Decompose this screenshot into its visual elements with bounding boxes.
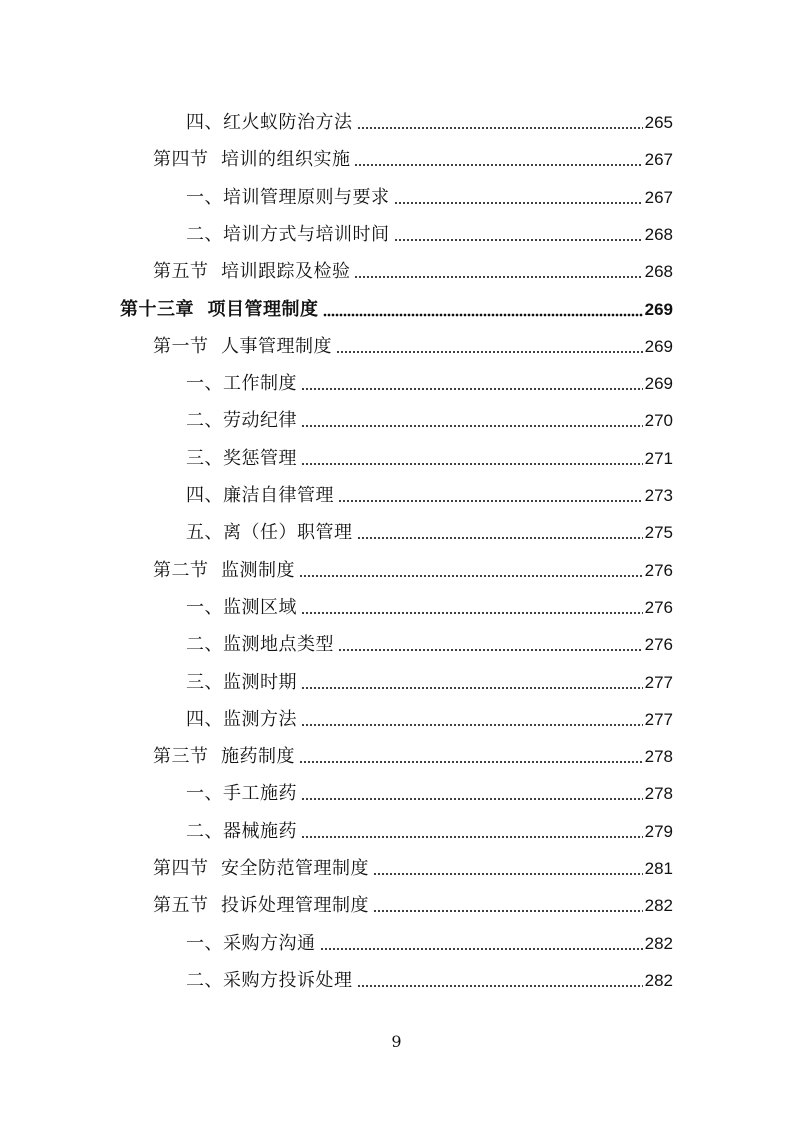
toc-section-entry[interactable] — [153, 891, 673, 917]
toc-entry-page: 271 — [644, 448, 673, 468]
toc-entry-label: 第四节 安全防范管理制度 — [153, 858, 369, 879]
toc-leader-dots — [357, 530, 643, 540]
toc-entry-label: 第一节 人事管理制度 — [153, 335, 332, 357]
toc-entry-page: 270 — [644, 411, 673, 431]
toc-chapter-entry[interactable] — [120, 295, 673, 321]
toc-entry-page: 269 — [644, 299, 673, 319]
toc-entry-page: 279 — [644, 821, 673, 841]
page-number: 9 — [391, 1032, 402, 1051]
toc-entry-label: 一、工作制度 — [186, 373, 297, 395]
toc-entry-label: 三、监测时期 — [186, 671, 297, 693]
toc-entry-label: 四、廉洁自律管理 — [186, 485, 334, 506]
toc-leader-dots — [301, 829, 643, 839]
toc-entry-label: 一、监测区域 — [186, 596, 297, 618]
toc-leader-dots — [301, 381, 643, 391]
toc-entry-page: 267 — [644, 150, 673, 170]
toc-leader-dots — [301, 717, 643, 727]
toc-leader-dots — [394, 232, 643, 242]
toc-leader-dots — [338, 493, 643, 503]
toc-item-entry[interactable] — [186, 220, 673, 246]
toc-leader-dots — [357, 120, 643, 130]
toc-entry-label: 第五节 投诉处理管理制度 — [153, 895, 369, 917]
toc-leader-dots — [301, 791, 643, 801]
toc-section-entry[interactable] — [153, 556, 673, 582]
toc-leader-dots — [373, 903, 643, 913]
toc-item-entry[interactable] — [186, 705, 673, 731]
toc-entry-page: 268 — [644, 224, 673, 244]
toc-section-entry[interactable] — [153, 854, 673, 880]
toc-entry-page: 268 — [644, 262, 673, 282]
toc-leader-dots — [354, 157, 642, 167]
toc-item-entry[interactable] — [186, 966, 673, 992]
toc-entry-page: 269 — [644, 374, 673, 394]
toc-entry-label: 二、监测地点类型 — [186, 634, 334, 656]
toc-leader-dots — [299, 754, 643, 764]
toc-entry-page: 273 — [644, 486, 673, 505]
toc-leader-dots — [336, 344, 643, 354]
toc-leader-dots — [323, 307, 643, 317]
toc-entry-label: 第二节 监测制度 — [153, 559, 295, 581]
toc-section-entry[interactable] — [153, 742, 673, 768]
toc-leader-dots — [373, 866, 643, 876]
toc-entry-page: 278 — [644, 747, 673, 767]
toc-leader-dots — [320, 941, 643, 951]
toc-item-entry[interactable] — [186, 183, 673, 209]
toc-leader-dots — [394, 195, 643, 205]
toc-entry-page: 276 — [644, 597, 673, 617]
toc-entry-label: 二、劳动纪律 — [186, 410, 297, 432]
toc-entry-page: 282 — [644, 933, 673, 953]
toc-leader-dots — [354, 269, 642, 279]
toc-leader-dots — [301, 456, 643, 466]
toc-entry-label: 第五节 培训跟踪及检验 — [153, 261, 351, 283]
toc-entry-label: 一、培训管理原则与要求 — [186, 186, 390, 208]
toc-entry-page: 277 — [644, 672, 673, 692]
toc-section-entry[interactable] — [153, 257, 673, 283]
toc-entry-page: 282 — [644, 896, 673, 916]
toc-entry-label: 二、器械施药 — [186, 820, 297, 842]
toc-entry-page: 265 — [644, 113, 673, 132]
toc-entry-page: 276 — [644, 635, 673, 655]
toc-entry-page: 277 — [644, 709, 673, 729]
toc-entry-page: 269 — [644, 336, 673, 356]
toc-entry-page: 281 — [644, 859, 673, 878]
toc-leader-dots — [299, 568, 643, 578]
toc-section-entry[interactable] — [153, 332, 673, 358]
toc-item-entry[interactable] — [186, 406, 673, 432]
toc-item-entry[interactable] — [186, 668, 673, 694]
toc-item-entry[interactable] — [186, 593, 673, 619]
toc-entry-page: 275 — [644, 523, 673, 543]
toc-entry-label: 三、奖惩管理 — [186, 447, 297, 469]
toc-entry-label: 一、采购方沟通 — [186, 932, 316, 954]
toc-item-entry[interactable] — [186, 369, 673, 395]
toc-item-entry[interactable] — [186, 779, 673, 805]
toc-entry-page: 267 — [644, 187, 673, 207]
toc-entry-page: 278 — [644, 784, 673, 804]
toc-item-entry[interactable] — [186, 518, 673, 544]
toc-entry-label: 四、红火蚁防治方法 — [186, 112, 353, 133]
toc-entry-label: 二、培训方式与培训时间 — [186, 223, 390, 245]
toc-section-entry[interactable] — [153, 145, 673, 171]
toc-entry-label: 第四节 培训的组织实施 — [153, 149, 351, 171]
toc-leader-dots — [301, 605, 643, 615]
toc-entry-label: 第三节 施药制度 — [153, 746, 295, 768]
toc-item-entry[interactable] — [186, 108, 673, 134]
toc-item-entry[interactable] — [186, 481, 673, 507]
toc-entry-page: 276 — [644, 560, 673, 580]
toc-leader-dots — [301, 418, 643, 428]
toc-leader-dots — [357, 978, 643, 988]
toc-entry-label: 一、手工施药 — [186, 783, 297, 805]
toc-entry-label: 四、监测方法 — [186, 708, 297, 730]
toc-item-entry[interactable] — [186, 929, 673, 955]
toc-item-entry[interactable] — [186, 817, 673, 843]
toc-leader-dots — [301, 680, 643, 690]
toc-entry-label: 五、离（任）职管理 — [186, 522, 353, 544]
toc-leader-dots — [338, 642, 643, 652]
toc-entry-label: 二、采购方投诉处理 — [186, 969, 353, 991]
toc-item-entry[interactable] — [186, 630, 673, 656]
toc-entry-label: 第十三章 项目管理制度 — [120, 298, 319, 320]
toc-item-entry[interactable] — [186, 444, 673, 470]
toc-entry-page: 282 — [644, 970, 673, 990]
